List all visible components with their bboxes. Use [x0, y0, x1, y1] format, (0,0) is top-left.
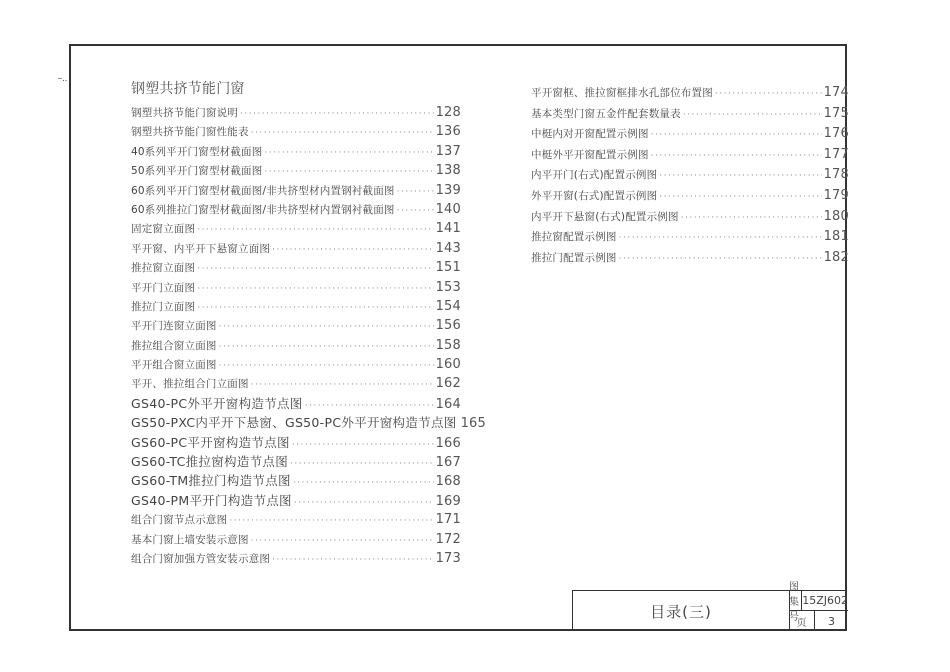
toc-entry-page: 151	[435, 260, 461, 276]
dot-leader	[272, 241, 433, 260]
toc-entry[interactable]	[131, 549, 461, 568]
dot-leader	[619, 249, 822, 270]
dot-leader	[229, 512, 433, 531]
toc-entry-page: 160	[435, 357, 461, 373]
dot-leader	[264, 163, 433, 182]
toc-entry-label: 中梃内对开窗配置示例图	[531, 128, 649, 141]
toc-entry-label: 组合门窗加强方管安装示意图	[131, 552, 271, 565]
toc-entry[interactable]	[131, 278, 461, 297]
toc-entry-label: 钢塑共挤节能门窗性能表	[131, 126, 249, 139]
toc-entry-label: 平开窗、内平开下悬窗立面图	[131, 242, 271, 255]
toc-entry[interactable]	[531, 145, 849, 166]
toc-entry[interactable]	[531, 165, 849, 186]
toc-entry[interactable]	[131, 239, 461, 258]
dot-leader	[659, 166, 821, 187]
toc-entry-page: 141	[435, 221, 461, 237]
toc-entry-label: 40系列平开门窗型材截面图	[131, 145, 263, 158]
toc-entry-label: 内平开门(右式)配置示例图	[531, 169, 658, 182]
toc-entry-page: 175	[823, 105, 849, 121]
toc-entry-label: 组合门窗节点示意图	[131, 514, 228, 527]
toc-entry[interactable]	[131, 181, 461, 200]
toc-entry-page: 128	[435, 105, 461, 120]
toc-entry-label: GS60-TM推拉门构造节点图	[131, 473, 291, 489]
toc-entry-label: 60系列平开门窗型材截面图/非共挤型材内置钢衬截面图	[131, 184, 395, 197]
toc-entry-label: 平开、推拉组合门立面图	[131, 378, 249, 391]
toc-entry-label: 固定窗立面图	[131, 223, 196, 236]
toc-entry[interactable]	[131, 374, 461, 393]
title-block-meta	[789, 582, 848, 631]
toc-entry-page: 181	[823, 229, 849, 245]
dot-leader	[294, 494, 434, 513]
dot-leader	[397, 202, 434, 221]
dot-leader	[197, 280, 433, 299]
toc-entry[interactable]	[531, 248, 849, 269]
toc-entry[interactable]	[131, 452, 461, 471]
toc-entry-page: 167	[435, 455, 461, 471]
page-number-row	[789, 611, 848, 631]
toc-entry[interactable]	[131, 336, 461, 355]
toc-entry[interactable]	[131, 161, 461, 180]
toc-entry-page: 143	[435, 240, 461, 256]
toc-entry[interactable]	[131, 471, 461, 490]
dot-leader	[659, 187, 821, 208]
toc-entry[interactable]	[131, 433, 461, 452]
toc-entry-page: 162	[435, 376, 461, 392]
toc-entry-page: 154	[435, 298, 461, 314]
toc-entry[interactable]	[531, 207, 849, 228]
atlas-number-row	[789, 582, 848, 623]
toc-entry[interactable]	[131, 316, 461, 335]
toc-entry-page: 136	[435, 124, 461, 140]
dot-leader	[219, 357, 434, 376]
toc-entry[interactable]	[531, 83, 849, 104]
toc-entry-label: 平开门连窗立面图	[131, 320, 217, 333]
toc-entry-page: 139	[435, 182, 461, 198]
toc-entry[interactable]	[131, 258, 461, 277]
toc-entry-label: GS60-TC推拉窗构造节点图	[131, 454, 289, 470]
toc-entry-label: GS60-PC平开窗构造节点图	[131, 434, 290, 450]
dot-leader	[651, 146, 822, 167]
toc-entry[interactable]	[531, 227, 849, 248]
toc-entry-label: 中梃外平开窗配置示例图	[531, 148, 649, 161]
toc-entry-label: 推拉窗配置示例图	[531, 231, 617, 244]
section-heading: 钢塑共挤节能门窗	[131, 81, 245, 97]
toc-entry-page: 173	[435, 550, 461, 566]
toc-entry-label: 平开窗框、推拉窗框排水孔部位布置图	[531, 87, 713, 99]
toc-entry-page: 176	[823, 126, 849, 142]
toc-entry-page: 172	[435, 531, 461, 547]
toc-entry[interactable]	[131, 142, 461, 161]
dot-leader	[619, 228, 822, 249]
toc-entry-label: 平开门立面图	[131, 281, 196, 294]
toc-right-column	[531, 83, 849, 268]
toc-entry-page: 168	[435, 474, 461, 490]
toc-entry-page: 158	[435, 337, 461, 353]
dot-leader	[290, 455, 434, 474]
dot-leader	[264, 144, 433, 163]
sheet-title: 目录(三)	[573, 591, 790, 631]
toc-entry-page: 137	[435, 143, 461, 159]
toc-entry[interactable]	[531, 186, 849, 207]
toc-entry-label: 平开组合窗立面图	[131, 359, 217, 372]
toc-entry[interactable]	[131, 122, 461, 141]
toc-entry-label: 内平开下悬窗(右式)配置示例图	[531, 210, 679, 223]
dot-leader	[293, 474, 434, 493]
toc-entry-label: GS40-PM平开门构造节点图	[131, 492, 292, 508]
toc-entry-label: 推拉窗立面图	[131, 262, 196, 275]
toc-entry[interactable]	[131, 530, 461, 549]
toc-entry-label: 推拉门配置示例图	[531, 251, 617, 264]
toc-entry[interactable]	[131, 103, 461, 122]
toc-entry-page: 140	[435, 201, 461, 217]
toc-entry-page: 178	[823, 167, 849, 183]
dot-leader	[251, 124, 434, 143]
toc-entry-page: 171	[435, 512, 461, 528]
drawing-sheet-frame	[69, 44, 847, 631]
toc-entry-label: 基本门窗上墙安装示意图	[131, 533, 249, 546]
toc-entry-page: 177	[823, 146, 849, 162]
toc-entry-label: 钢塑共挤节能门窗说明	[131, 107, 238, 119]
dot-leader	[197, 299, 433, 318]
toc-left-column	[131, 79, 486, 568]
dot-leader	[651, 125, 822, 146]
toc-entry[interactable]	[131, 491, 461, 510]
toc-entry-page: 156	[435, 318, 461, 334]
toc-entry-page: 138	[435, 163, 461, 179]
title-block	[572, 582, 848, 631]
toc-entry-page: 180	[823, 208, 849, 224]
toc-entry-label: 50系列平开门窗型材截面图	[131, 165, 263, 178]
atlas-number-label: 图集号	[789, 591, 802, 610]
dot-leader	[251, 532, 434, 551]
toc-entry-label: 60系列推拉门窗型材截面图/非共挤型材内置钢衬截面图	[131, 203, 395, 216]
page-number-label: 页	[789, 611, 815, 631]
toc-entry-page: 182	[823, 249, 849, 265]
dot-leader	[272, 551, 433, 570]
toc-entry-label: 推拉门立面图	[131, 300, 196, 313]
toc-entry[interactable]	[131, 219, 461, 238]
toc-entry-label: GS50-PXC内平开下悬窗、GS50-PC外平开窗构造节点图	[131, 415, 457, 431]
dot-leader	[292, 436, 434, 455]
toc-entry-page: 169	[435, 493, 461, 509]
atlas-number-value: 15ZJ602	[802, 594, 848, 607]
dot-leader	[681, 208, 822, 229]
toc-entry[interactable]	[131, 355, 461, 374]
toc-entry[interactable]	[131, 297, 461, 316]
toc-entry[interactable]	[131, 200, 461, 219]
toc-entry-page: 174	[823, 85, 849, 100]
toc-entry-page: 153	[435, 279, 461, 295]
dot-leader	[197, 260, 433, 279]
dot-leader	[219, 318, 434, 337]
toc-entry-page: 179	[823, 187, 849, 203]
margin-mark: ｰ‥	[58, 74, 68, 83]
toc-entry[interactable]	[531, 124, 849, 145]
toc-entry-label: 基本类型门窗五金件配套数量表	[531, 107, 681, 120]
dot-leader	[197, 221, 433, 240]
page-number-value: 3	[828, 614, 835, 628]
dot-leader	[715, 84, 822, 105]
dot-leader	[219, 338, 434, 357]
toc-entry-page: 166	[435, 435, 461, 451]
dot-leader	[240, 105, 434, 124]
toc-entry[interactable]	[131, 394, 461, 413]
toc-entry[interactable]	[131, 510, 461, 529]
toc-entry-page: 165	[460, 416, 486, 432]
toc-entry[interactable]	[131, 413, 486, 432]
toc-entry-label: 推拉组合窗立面图	[131, 339, 217, 352]
toc-entry[interactable]	[531, 104, 849, 125]
toc-entry-page: 164	[435, 396, 461, 412]
toc-entry-label: 外平开窗(右式)配置示例图	[531, 189, 658, 202]
dot-leader	[683, 105, 822, 126]
toc-entry-label: GS40-PC外平开窗构造节点图	[131, 395, 303, 411]
dot-leader	[397, 183, 434, 202]
